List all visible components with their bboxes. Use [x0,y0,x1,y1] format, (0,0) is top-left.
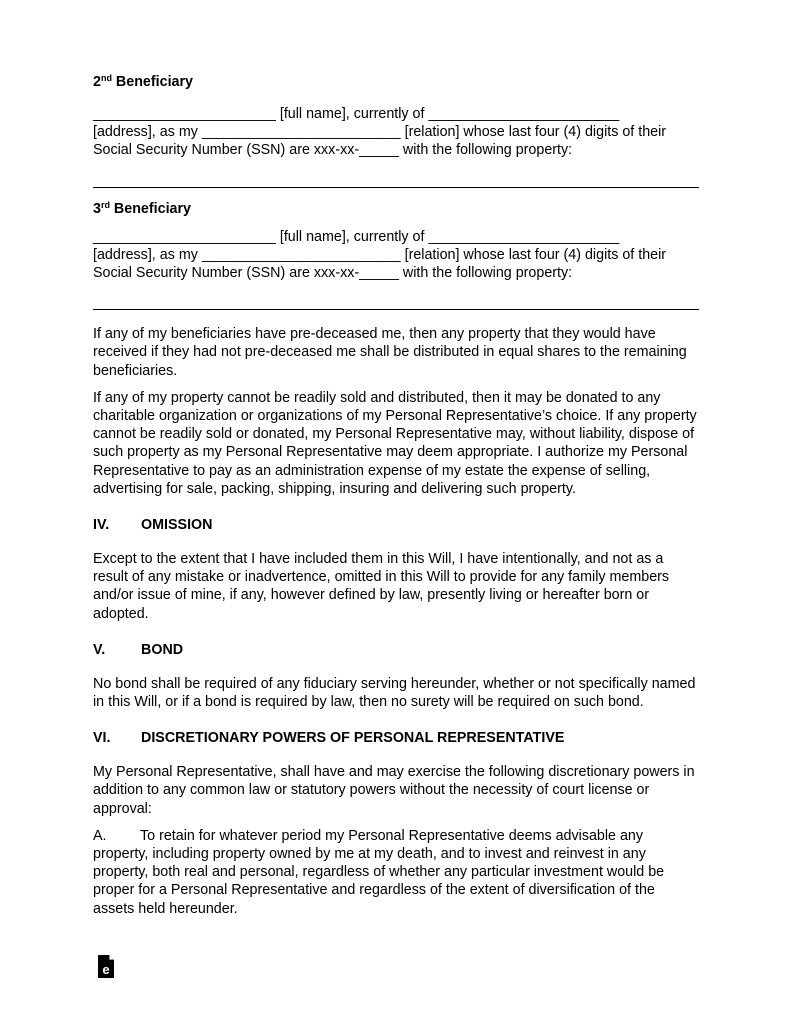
section-iv-title: OMISSION [141,517,213,534]
section-v-number: V. [93,641,106,658]
section-v-body: No bond shall be required of any fiduciary serving hereunder, whether or not specifically named in this Will, or if a bond is required by law, then no surety will be required on such bond. [93,675,696,711]
section-vi-item-a [93,827,699,918]
svg-text:e: e [102,962,110,977]
ezlegal-e-logo-icon [98,955,114,978]
item-a-letter: A. [93,827,107,844]
beneficiary-3-line-2: [address], as my _________________________ [relation] whose last four (4) digits of their [93,246,667,263]
section-v-title: BOND [141,641,184,658]
beneficiary-2-line-1: _______________________ [full name], currently of ________________________ [93,106,620,122]
item-a-text: To retain for whatever period my Personal Representative deems advisable any property, including property owned by me at my death, and to invest and reinvest in any property, both real and personal, regardless of whether any particular investment would be proper for a Personal Representative and regardless of the extent of diversification of the assets held hereunder. [93,827,665,917]
beneficiary-3-line-3: Social Security Number (SSN) are xxx-xx-_____ with the following property: [93,265,573,282]
predeceased-paragraph: If any of my beneficiaries have pre-deceased me, then any property that they would have received if they had not pre-deceased me shall be distributed in equal shares to the remaining beneficiaries. [93,326,687,379]
section-vi-heading [93,729,699,748]
beneficiary-2-heading: 2nd Beneficiary [93,73,194,90]
beneficiary-3-heading: 3rd Beneficiary [93,199,192,217]
beneficiary-2-line-3: Social Security Number (SSN) are xxx-xx-_____ with the following property: [93,142,573,159]
section-v-heading [93,641,699,660]
section-iv-body: Except to the extent that I have included them in this Will, I have intentionally, and not as a result of any mistake or inadvertence, omitted in this Will to provide for any family members and/or issue of mine, if any, however defined by law, presently living or hereafter born or adopted. [93,551,670,622]
section-vi-number: VI. [93,730,111,747]
donation-paragraph: If any of my property cannot be readily sold and distributed, then it may be donated to any charitable organization or organizations of my Personal Representative’s choice. If any property cannot be readily sold or donated, my Personal Representative may, without liability, dispose of such property as my Personal Representative may deem appropriate. I authorize my Personal Representative to pay as an administration expense of my estate the expense of selling, advertising for sale, packing, shipping, insuring and delivering such property. [93,389,697,497]
section-vi-body: My Personal Representative, shall have and may exercise the following discretionary powers in addition to any common law or statutory powers without the necessity of court license or approval: [93,764,695,817]
section-iv-heading [93,516,699,535]
section-vi-title: DISCRETIONARY POWERS OF PERSONAL REPRESENTATIVE [141,730,565,747]
beneficiary-3-line-1: _______________________ [full name], currently of ________________________ [93,228,620,245]
document-page [93,73,699,918]
beneficiary-2-line-2: [address], as my _________________________ [relation] whose last four (4) digits of their [93,124,667,141]
section-iv-number: IV. [93,517,110,534]
